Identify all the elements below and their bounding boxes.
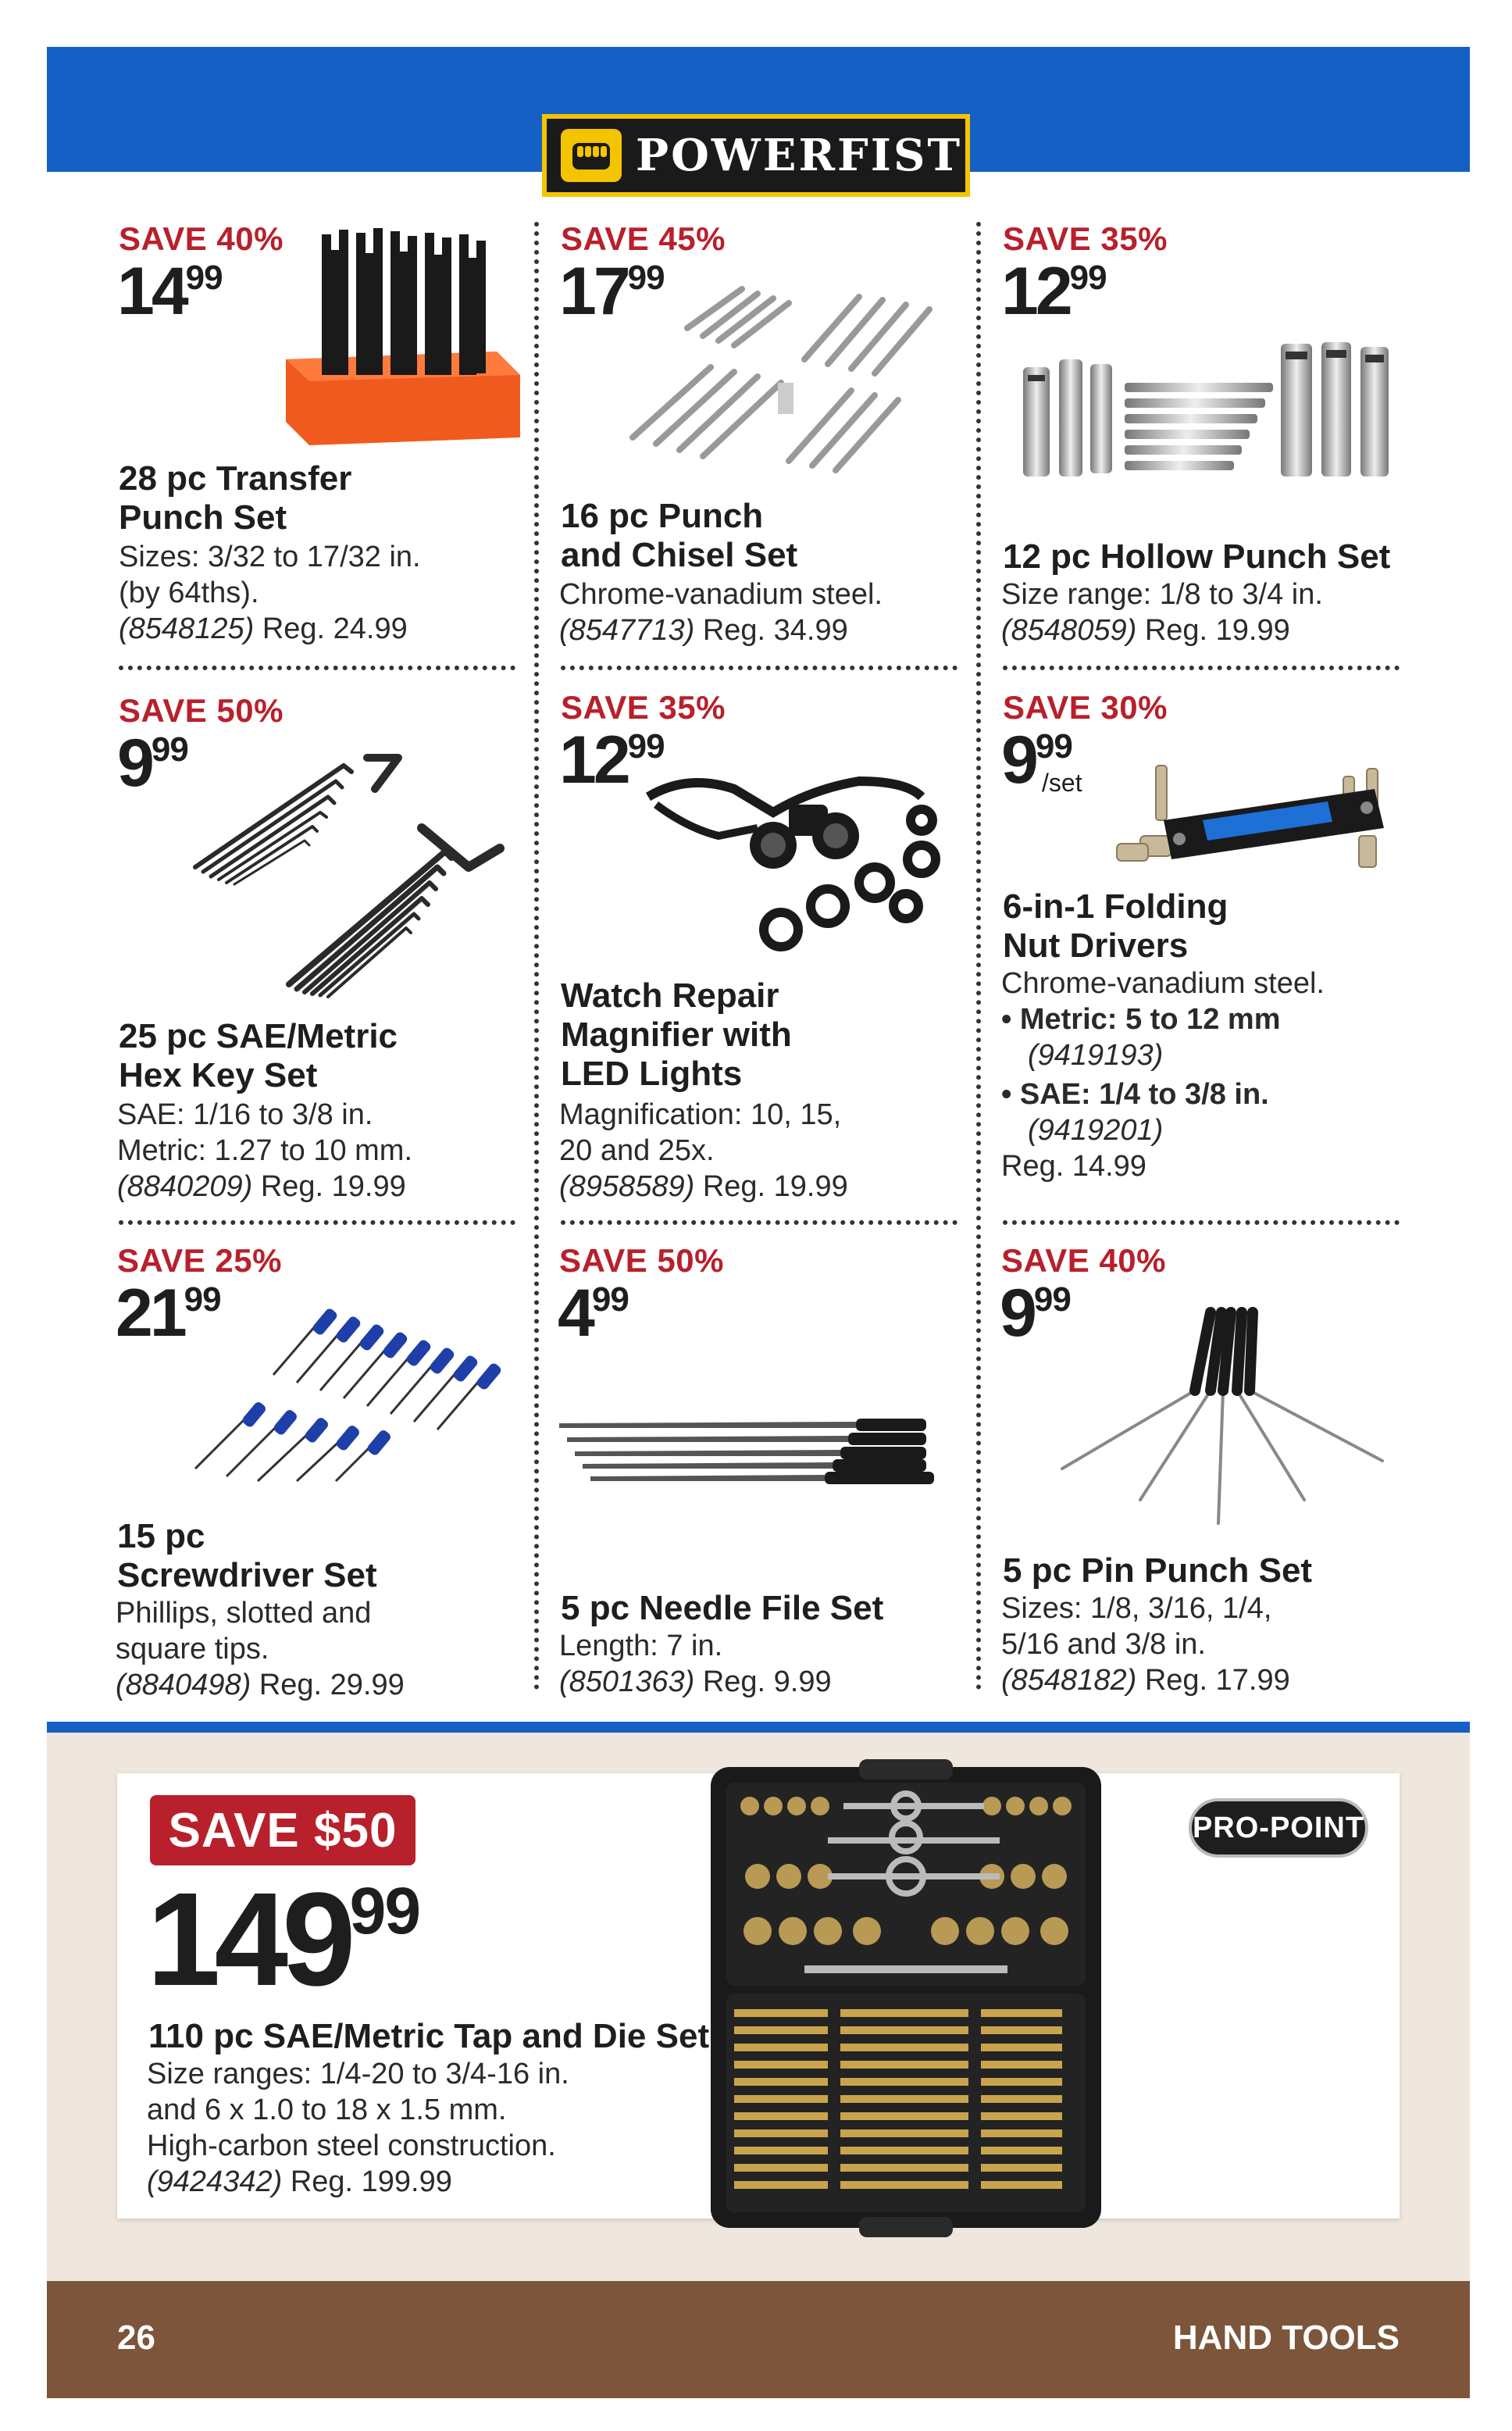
row-divider [561, 666, 957, 670]
sku: (9419193) [1028, 1039, 1164, 1072]
regular-price: Reg. 199.99 [290, 2165, 452, 2198]
row-divider [561, 1220, 957, 1225]
feature-description: Size ranges: 1/4-20 to 3/4-16 in. and 6 x 1.0 to 18 x 1.5 mm. High-carbon steel construction. (9424342) Reg. 199.99 [147, 2058, 569, 2198]
needle-file-set-image [559, 1414, 942, 1492]
product-description: Chrome-vanadium steel. (8547713) Reg. 34.99 [559, 578, 883, 647]
product-title: 5 pc Pin Punch Set [1003, 1551, 1313, 1590]
sale-price: 1499 [117, 254, 223, 329]
product-title: 16 pc Punch and Chisel Set [561, 497, 798, 574]
product-description: Chrome-vanadium steel. • Metric: 5 to 12 mm (9419193) • SAE: 1/4 to 3/8 in. (9419201) Reg. 14.99 [1001, 967, 1325, 1183]
sku: (8548125) [119, 612, 255, 645]
save-badge: SAVE 35% [1003, 220, 1168, 257]
feature-title: 110 pc SAE/Metric Tap and Die Set [148, 2017, 710, 2055]
product-title: Watch Repair Magnifier with LED Lights [561, 976, 792, 1093]
fist-icon [561, 129, 622, 182]
transfer-punch-set-image [278, 219, 520, 453]
sku: (8958589) [559, 1170, 695, 1203]
save-badge: SAVE 50% [119, 692, 284, 729]
section-title: HAND TOOLS [1172, 2319, 1400, 2357]
column-divider [976, 222, 981, 1690]
hex-key-set-image [187, 750, 515, 1000]
sale-price: 999 [117, 726, 188, 801]
product-description: Sizes: 1/8, 3/16, 1/4, 5/16 and 3/8 in. (8548182) Reg. 17.99 [1001, 1592, 1290, 1697]
product-description: Phillips, slotted and square tips. (8840498) Reg. 29.99 [116, 1597, 405, 1701]
regular-price: Reg. 29.99 [259, 1669, 405, 1701]
product-title: 12 pc Hollow Punch Set [1003, 537, 1391, 576]
regular-price: Reg. 19.99 [1144, 614, 1290, 647]
save-badge: SAVE 45% [561, 220, 726, 257]
product-description: Sizes: 3/32 to 17/32 in. (by 64ths). (8548125) Reg. 24.99 [119, 541, 421, 645]
brand-name: POWERFIST [636, 130, 963, 181]
sku: (8548182) [1001, 1664, 1137, 1697]
regular-price: Reg. 9.99 [702, 1665, 832, 1698]
product-title: 25 pc SAE/Metric Hex Key Set [119, 1017, 398, 1094]
sale-price: 1299 [1001, 254, 1107, 329]
sale-price: 999 [1000, 1276, 1071, 1351]
sku: (8547713) [559, 614, 695, 647]
product-title: 5 pc Needle File Set [561, 1589, 884, 1627]
powerfist-logo [542, 114, 970, 197]
sale-price: 499 [558, 1276, 629, 1351]
sku: (8501363) [559, 1665, 695, 1698]
punch-chisel-set-image [625, 273, 961, 477]
save-badge: SAVE 25% [117, 1242, 282, 1279]
sku: (8840209) [117, 1170, 253, 1203]
feature-sale-price: 14999 [147, 1865, 420, 2014]
product-title: 15 pc Screwdriver Set [117, 1517, 377, 1594]
screwdriver-set-image [180, 1297, 523, 1484]
sku: (9419201) [1028, 1114, 1164, 1147]
regular-price: Reg. 17.99 [1144, 1664, 1290, 1697]
feature-divider [47, 1722, 1470, 1733]
save-badge: SAVE 40% [119, 220, 284, 257]
row-divider [1003, 1220, 1400, 1225]
watch-magnifier-image [640, 758, 961, 961]
column-divider [534, 222, 539, 1690]
sku: (9424342) [147, 2165, 283, 2198]
product-description: Magnification: 10, 15, 20 and 25x. (8958589) Reg. 19.99 [559, 1098, 848, 1203]
save-badge: SAVE 40% [1001, 1242, 1166, 1279]
regular-price: Reg. 19.99 [260, 1170, 406, 1203]
sale-price: 1799 [559, 254, 665, 329]
bullet-metric: • Metric: 5 to 12 mm [1001, 1003, 1281, 1036]
tap-die-set-image [703, 1759, 1109, 2237]
sku: (8548059) [1001, 614, 1137, 647]
save-badge: SAVE 50% [559, 1242, 724, 1279]
folding-nut-driver-image [1093, 758, 1406, 883]
pin-punch-set-image [1054, 1305, 1406, 1531]
feature-save-badge: SAVE $50 [150, 1795, 415, 1865]
regular-price: Reg. 34.99 [702, 614, 848, 647]
sale-price: 2199 [116, 1276, 221, 1351]
save-badge: SAVE 30% [1003, 689, 1168, 726]
row-divider [119, 666, 515, 670]
regular-price: Reg. 24.99 [262, 612, 408, 645]
row-divider [119, 1220, 515, 1225]
regular-price: Reg. 14.99 [1001, 1150, 1146, 1183]
product-description: Size range: 1/8 to 3/4 in. (8548059) Reg. 19.99 [1001, 578, 1323, 647]
pro-point-logo: PRO-POINT [1189, 1798, 1368, 1858]
hollow-punch-set-image [1015, 336, 1406, 484]
product-title: 6-in-1 Folding Nut Drivers [1003, 887, 1228, 965]
save-badge: SAVE 35% [561, 689, 726, 726]
regular-price: Reg. 19.99 [702, 1170, 848, 1203]
page-footer [47, 2281, 1470, 2398]
row-divider [1003, 666, 1400, 670]
bullet-sae: • SAE: 1/4 to 3/8 in. [1001, 1078, 1269, 1111]
sale-price: 999 /set [1001, 723, 1082, 798]
sale-price: 1299 [559, 723, 665, 798]
page-number: 26 [117, 2319, 155, 2357]
product-description: Length: 7 in. (8501363) Reg. 9.99 [559, 1630, 832, 1698]
product-description: SAE: 1/16 to 3/8 in. Metric: 1.27 to 10 mm. (8840209) Reg. 19.99 [117, 1098, 413, 1203]
sku: (8840498) [116, 1669, 251, 1701]
product-title: 28 pc Transfer Punch Set [119, 459, 352, 537]
